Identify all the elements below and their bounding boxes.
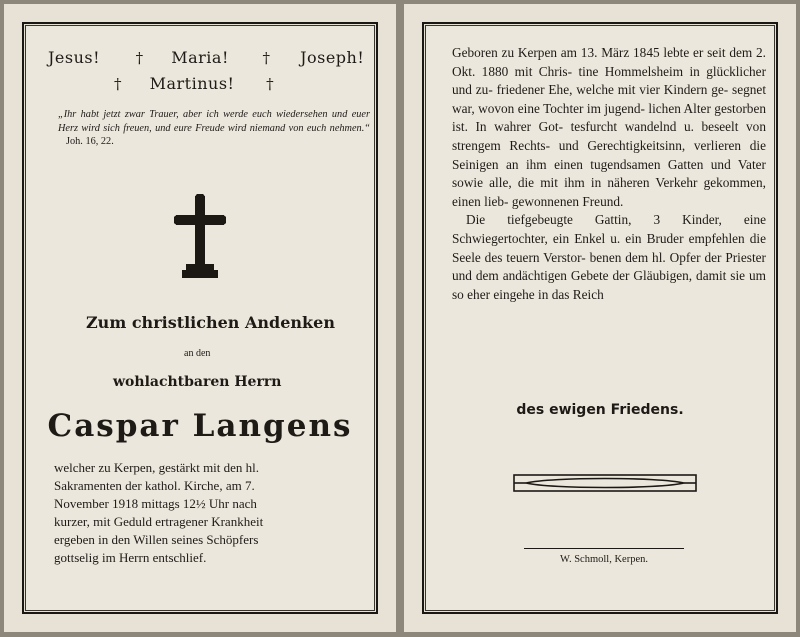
ornamental-divider-icon (512, 472, 698, 494)
mourners-paragraph: Die tiefgebeugte Gattin, 3 Kinder, eine Schwiegertochter, ein Enkel u. ein Bruder empfehlen die Seele des teuern Verstor- benen dem hl. Opfer der Priester und dem andächtigen Gebete der Gläubigen, damit sie um so eher eingehe in das Reich (452, 212, 766, 302)
biography-text (452, 44, 766, 304)
deceased-name: Caspar Langens (47, 408, 353, 444)
notice-line: gottselig im Herrn entschlief. (54, 550, 207, 565)
invocation-joseph: Joseph! (300, 48, 365, 67)
memorial-heading: Zum christlichen Andenken (86, 313, 335, 332)
biography-paragraph: Geboren zu Kerpen am 13. März 1845 lebte er seit dem 2. Okt. 1880 mit Chris- tine Hommelsheim in glücklicher und zu- friedener Ehe, welche mit vier Kindern ge- segnet war, wovon eine Tochter im jugend- lichen Alter gestorben ist. In wahrer Got- tesfurcht wandelnd u. beseelt von strengem Rechts- und Gerechtigkeitsinn, verlieren die Seinigen an ihm einen tugendsamen Gatten und Vater sowie alle, die mit ihm in näheren Verkehr gekommen, einen lieb- gewonnenen Freund. (452, 45, 767, 209)
invocation-line-1 (48, 48, 364, 67)
notice-line: November 1918 mittags 12½ Uhr nach (54, 496, 257, 511)
invocation-jesus: Jesus! (48, 48, 101, 67)
latin-cross-icon (174, 194, 226, 282)
small-cross-icon: † (262, 49, 271, 67)
scripture-quote (58, 108, 370, 149)
quote-reference: Joh. 16, 22. (66, 136, 114, 148)
printer-rule (524, 548, 684, 549)
small-cross-icon: † (135, 49, 144, 67)
honorific-text: wohlachtbaren Herrn (113, 374, 282, 390)
notice-line: Sakramenten der kathol. Kirche, am 7. (54, 478, 255, 493)
notice-line: ergeben in den Willen seines Schöpfers (54, 532, 259, 547)
invocation-line-2 (114, 74, 274, 93)
preposition-text: an den (184, 348, 211, 359)
quote-text: „Ihr habt jetzt zwar Trauer, aber ich werde euch wiedersehen und euer Herz wird sich freuen, und eure Freude wird niemand von euch nehmen.“ (58, 109, 370, 134)
notice-line: kurzer, mit Geduld ertragener Krankheit (54, 514, 264, 529)
closing-line: des ewigen Friedens. (516, 402, 684, 418)
invocation-martinus: Martinus! (149, 74, 235, 93)
death-notice (54, 459, 374, 567)
notice-line: welcher zu Kerpen, gestärkt mit den hl. (54, 460, 260, 475)
printer-imprint: W. Schmoll, Kerpen. (560, 554, 648, 565)
small-cross-icon: † (114, 75, 122, 93)
invocation-maria: Maria! (171, 48, 229, 67)
small-cross-icon: † (266, 75, 275, 93)
